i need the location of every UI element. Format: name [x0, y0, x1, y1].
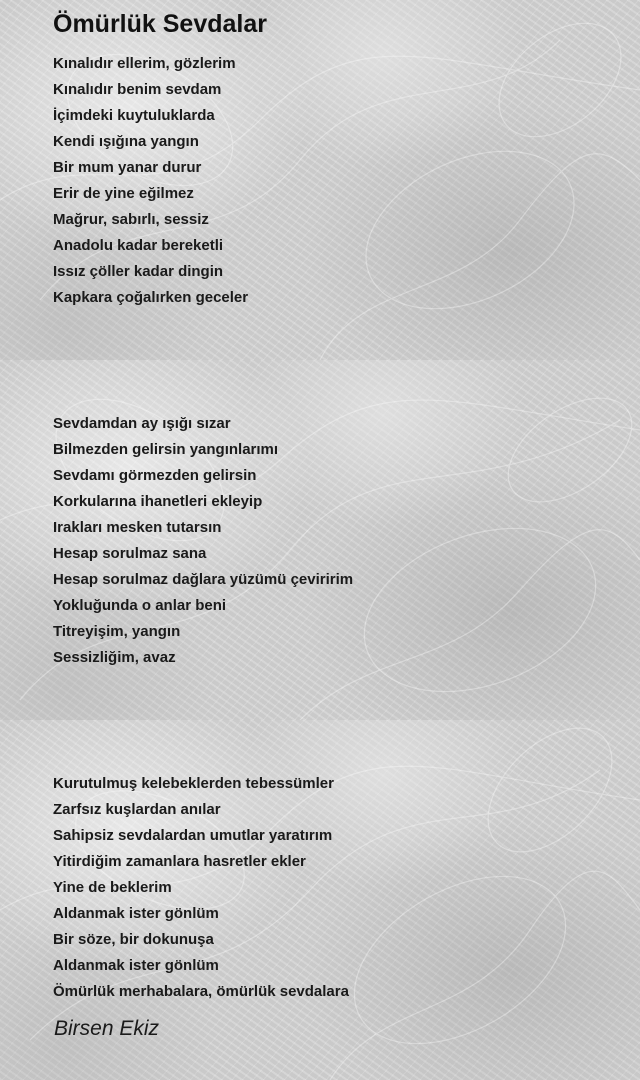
- poem-line: Bir mum yanar durur: [53, 159, 202, 176]
- poem-line: Hesap sorulmaz dağlara yüzümü çeviririm: [53, 571, 354, 588]
- poem-line: Yine de beklerim: [53, 879, 172, 896]
- poem-title: Ömürlük Sevdalar: [53, 10, 267, 38]
- poem-line: Kınalıdır ellerim, gözlerim: [53, 55, 236, 72]
- poem-line: Zarfsız kuşlardan anılar: [53, 801, 221, 818]
- poem-line: Issız çöller kadar dingin: [53, 263, 224, 280]
- poem-line: Yokluğunda o anlar beni: [53, 597, 227, 614]
- poem-line: Erir de yine eğilmez: [53, 185, 194, 202]
- poem-card-1: [0, 0, 640, 360]
- poem-line: Bilmezden gelirsin yangınlarımı: [53, 441, 279, 458]
- poem-line: Hesap sorulmaz sana: [53, 545, 207, 562]
- poem-line: Sevdamı görmezden gelirsin: [53, 467, 257, 484]
- poem-line: İçimdeki kuytuluklarda: [53, 107, 215, 124]
- poem-card-2: [0, 360, 640, 720]
- poem-line: Irakları mesken tutarsın: [53, 519, 222, 536]
- poem-line: Kendi ışığına yangın: [53, 133, 199, 150]
- poem-card-3: [0, 720, 640, 1080]
- poem-line: Aldanmak ister gönlüm: [53, 957, 219, 974]
- poem-line: Yitirdiğim zamanlara hasretler ekler: [53, 853, 306, 870]
- poem-line: Korkularına ihanetleri ekleyip: [53, 493, 263, 510]
- poem-author: Birsen Ekiz: [54, 1017, 160, 1040]
- poem-line: Ömürlük merhabalara, ömürlük sevdalara: [53, 983, 349, 1000]
- poem-line: Mağrur, sabırlı, sessiz: [53, 211, 209, 228]
- stanza-2: [53, 411, 353, 671]
- poem-line: Sevdamdan ay ışığı sızar: [53, 415, 231, 432]
- poem-line: Sessizliğim, avaz: [53, 649, 176, 666]
- poem-line: Sahipsiz sevdalardan umutlar yaratırım: [53, 827, 333, 844]
- poem-line: Anadolu kadar bereketli: [53, 237, 224, 254]
- stanza-3: [53, 771, 349, 1005]
- poem-line: Kapkara çoğalırken geceler: [53, 289, 249, 306]
- poem-line: Kınalıdır benim sevdam: [53, 81, 222, 98]
- poem-line: Titreyişim, yangın: [53, 623, 181, 640]
- stanza-1: [53, 51, 248, 311]
- poem-line: Bir söze, bir dokunuşa: [53, 931, 214, 948]
- poem-line: Kurutulmuş kelebeklerden tebessümler: [53, 775, 334, 792]
- poem-line: Aldanmak ister gönlüm: [53, 905, 219, 922]
